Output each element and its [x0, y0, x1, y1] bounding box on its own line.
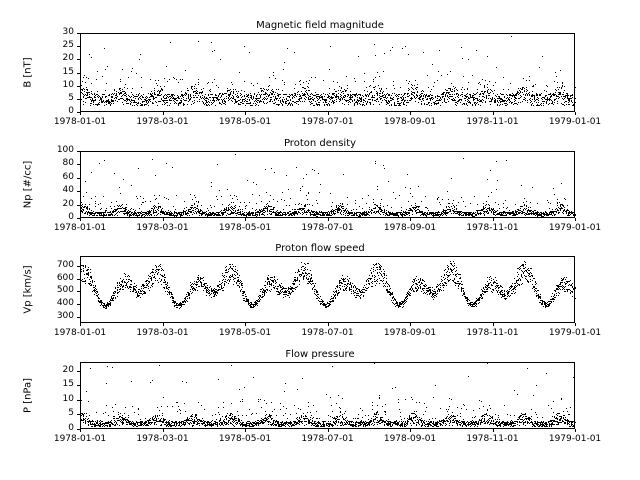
y-tick-label: 0 [68, 423, 74, 433]
y-tick-mark [77, 205, 80, 206]
x-tick-mark [410, 323, 411, 326]
y-tick-mark [77, 191, 80, 192]
x-tick-mark [410, 218, 411, 221]
y-tick-mark [77, 33, 80, 34]
y-tick-mark [77, 59, 80, 60]
y-tick-mark [77, 151, 80, 152]
y-tick-label: 500 [56, 285, 74, 296]
y-tick-label: 0 [68, 212, 74, 222]
y-tick-mark [77, 178, 80, 179]
y-tick-label: 400 [56, 298, 74, 309]
x-tick-mark [493, 429, 494, 432]
y-tick-label: 20 [62, 198, 74, 209]
y-tick-label: 5 [68, 408, 74, 419]
y-tick-label: 20 [62, 53, 74, 64]
x-tick-mark [410, 112, 411, 115]
x-tick-mark [493, 112, 494, 115]
x-tick-label: 1978-03-01 [136, 434, 189, 444]
x-tick-label: 1978-11-01 [466, 117, 519, 127]
panel-title-1: Proton density [283, 138, 357, 149]
x-tick-mark [493, 218, 494, 221]
x-tick-label: 1979-01-01 [548, 117, 602, 127]
x-tick-mark [245, 218, 246, 221]
x-tick-label: 1978-09-01 [383, 117, 437, 127]
x-tick-label: 1979-01-01 [548, 223, 602, 233]
x-tick-mark [575, 218, 576, 221]
y-tick-label: 10 [62, 79, 74, 90]
x-tick-mark [80, 112, 81, 115]
y-tick-label: 0 [68, 106, 74, 116]
y-tick-label: 5 [68, 92, 74, 103]
x-tick-label: 1978-11-01 [466, 434, 519, 444]
y-tick-mark [77, 266, 80, 267]
y-axis-label-3: P [nPa] [22, 377, 34, 413]
x-tick-label: 1979-01-01 [548, 328, 602, 338]
y-tick-mark [77, 291, 80, 292]
x-tick-label: 1978-03-01 [136, 328, 189, 338]
y-axis-label-1: Np [#/cc] [22, 160, 34, 208]
x-tick-label: 1978-09-01 [383, 223, 437, 233]
x-tick-label: 1978-05-01 [218, 434, 272, 444]
y-tick-mark [77, 371, 80, 372]
x-tick-mark [163, 323, 164, 326]
y-tick-label: 60 [62, 171, 74, 182]
x-tick-label: 1978-05-01 [218, 223, 272, 233]
x-tick-mark [163, 218, 164, 221]
panel-title-3: Flow pressure [285, 349, 355, 360]
y-tick-label: 40 [62, 185, 74, 196]
x-tick-mark [163, 112, 164, 115]
y-tick-label: 25 [62, 40, 74, 51]
y-tick-label: 300 [56, 310, 74, 321]
x-tick-label: 1978-07-01 [301, 223, 354, 233]
y-tick-mark [77, 304, 80, 305]
x-tick-mark [163, 429, 164, 432]
y-tick-mark [77, 385, 80, 386]
panel-title-2: Proton flow speed [275, 243, 365, 254]
y-tick-mark [77, 86, 80, 87]
y-tick-label: 600 [56, 272, 74, 283]
y-axis-label-0: B [nT] [22, 56, 34, 88]
x-tick-label: 1978-03-01 [136, 223, 189, 233]
x-tick-label: 1978-05-01 [218, 117, 272, 127]
x-tick-mark [575, 112, 576, 115]
x-tick-label: 1979-01-01 [548, 434, 602, 444]
x-tick-mark [80, 323, 81, 326]
x-tick-label: 1978-11-01 [466, 328, 519, 338]
x-tick-mark [575, 429, 576, 432]
x-tick-mark [245, 429, 246, 432]
y-tick-label: 15 [62, 379, 74, 390]
x-tick-mark [245, 112, 246, 115]
panel-title-0: Magnetic field magnitude [256, 20, 384, 31]
y-tick-mark [77, 400, 80, 401]
x-tick-label: 1978-05-01 [218, 328, 272, 338]
x-tick-label: 1978-01-01 [53, 328, 107, 338]
x-tick-label: 1978-07-01 [301, 117, 354, 127]
x-tick-label: 1978-01-01 [53, 223, 107, 233]
x-tick-mark [575, 323, 576, 326]
x-tick-label: 1978-01-01 [53, 434, 107, 444]
y-axis-label-2: Vp [km/s] [22, 264, 34, 314]
y-tick-label: 100 [56, 145, 74, 155]
x-tick-mark [493, 323, 494, 326]
x-tick-mark [80, 218, 81, 221]
x-tick-label: 1978-03-01 [136, 117, 189, 127]
y-tick-label: 700 [56, 260, 74, 271]
y-tick-label: 15 [62, 66, 74, 77]
x-tick-label: 1978-09-01 [383, 328, 437, 338]
x-tick-label: 1978-11-01 [466, 223, 519, 233]
x-tick-label: 1978-09-01 [383, 434, 437, 444]
x-tick-mark [328, 112, 329, 115]
y-tick-mark [77, 46, 80, 47]
x-tick-mark [328, 429, 329, 432]
x-tick-mark [328, 218, 329, 221]
x-tick-mark [410, 429, 411, 432]
y-tick-label: 80 [62, 158, 74, 169]
y-tick-label: 30 [62, 27, 74, 37]
x-tick-label: 1978-07-01 [301, 434, 354, 444]
y-tick-mark [77, 317, 80, 318]
y-tick-label: 10 [62, 393, 74, 404]
y-tick-mark [77, 164, 80, 165]
x-tick-mark [245, 323, 246, 326]
x-tick-mark [80, 429, 81, 432]
x-tick-mark [328, 323, 329, 326]
x-tick-label: 1978-01-01 [53, 117, 107, 127]
x-tick-label: 1978-07-01 [301, 328, 354, 338]
y-tick-mark [77, 99, 80, 100]
y-tick-label: 20 [62, 364, 74, 375]
